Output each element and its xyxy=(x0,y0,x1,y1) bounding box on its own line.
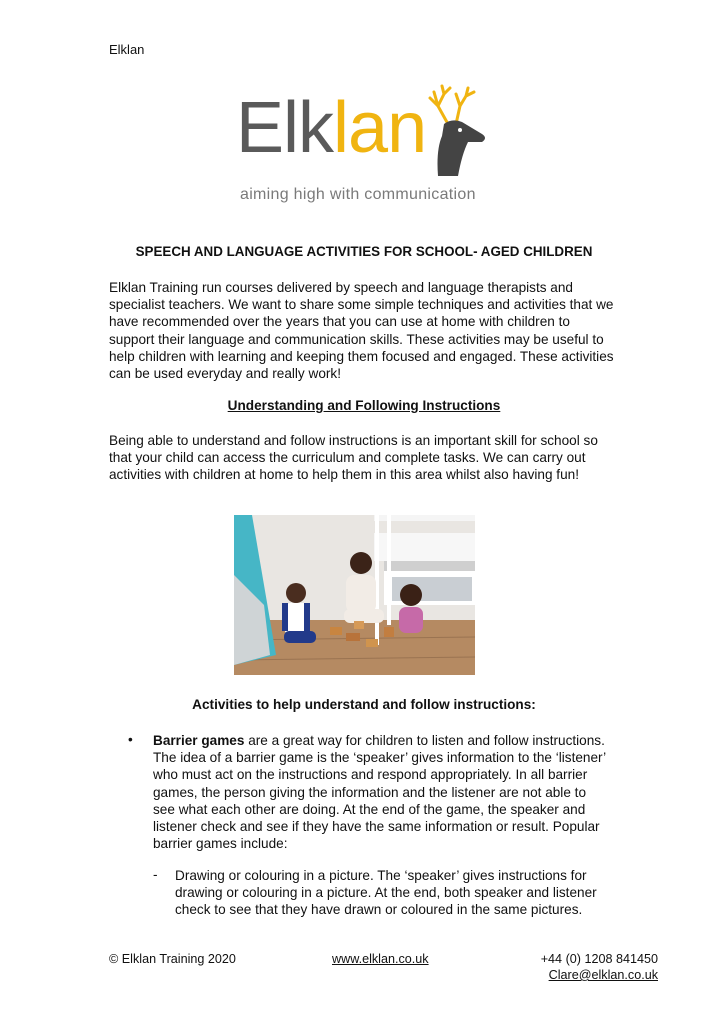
logo-wordmark: Elklan xyxy=(236,88,427,168)
sub-bullet-marker: - xyxy=(153,867,158,882)
footer-website-link[interactable]: www.elklan.co.uk xyxy=(332,952,429,966)
section-heading-activities: Activities to help understand and follow instructions: xyxy=(192,697,536,712)
barrier-games-description: are a great way for children to listen and follow instructions. The idea of a barrier game is the ‘speaker’ gives information to the ‘listener’ who must act on the instructions and respond appropriately. In all barrier games, the person giving the information and the listener are not able to see what each other are doing. At the end of the game, the speaker and listener check and see if they have the same information or result. Popular barrier games include: xyxy=(153,733,606,852)
intro-paragraph: Elklan Training run courses delivered by speech and language therapists and specialist teachers. We want to share some simple techniques and activities that we have recommended over the years that you can use at home with children to support their language and communication skills. These activities may be useful to help children with learning and keeping them focused and engaged. These activities can be used everyday and really work! xyxy=(109,280,614,382)
footer-phone: +44 (0) 1208 841450 xyxy=(540,952,658,966)
drawing-activity-text: Drawing or colouring in a picture. The ‘speaker’ gives instructions for drawing or colouring in a picture. At the end, both speaker and listener check to see that they have drawn or coloured in the same pictures. xyxy=(175,868,597,918)
bullet-marker: • xyxy=(128,732,133,747)
elklan-logo xyxy=(228,84,498,214)
instructions-paragraph: Being able to understand and follow instructions is an important skill for school so that your child can access the curriculum and complete tasks. We can carry out activities with children at home to help them in this area whilst also having fun! xyxy=(109,433,598,483)
family-playing-photo xyxy=(234,515,475,675)
barrier-games-term: Barrier games xyxy=(153,733,245,748)
footer-copyright: © Elklan Training 2020 xyxy=(109,952,236,966)
barrier-games-paragraph xyxy=(153,732,608,852)
footer-email-link[interactable]: Clare@elklan.co.uk xyxy=(548,968,658,982)
page-title: SPEECH AND LANGUAGE ACTIVITIES FOR SCHOOL- AGED CHILDREN xyxy=(135,244,593,259)
page-header: Elklan xyxy=(109,42,145,57)
footer-contact xyxy=(541,951,658,983)
section-heading-instructions: Understanding and Following Instructions xyxy=(227,398,501,413)
stag-head-icon xyxy=(408,84,498,179)
logo-tagline: aiming high with communication xyxy=(240,186,476,203)
